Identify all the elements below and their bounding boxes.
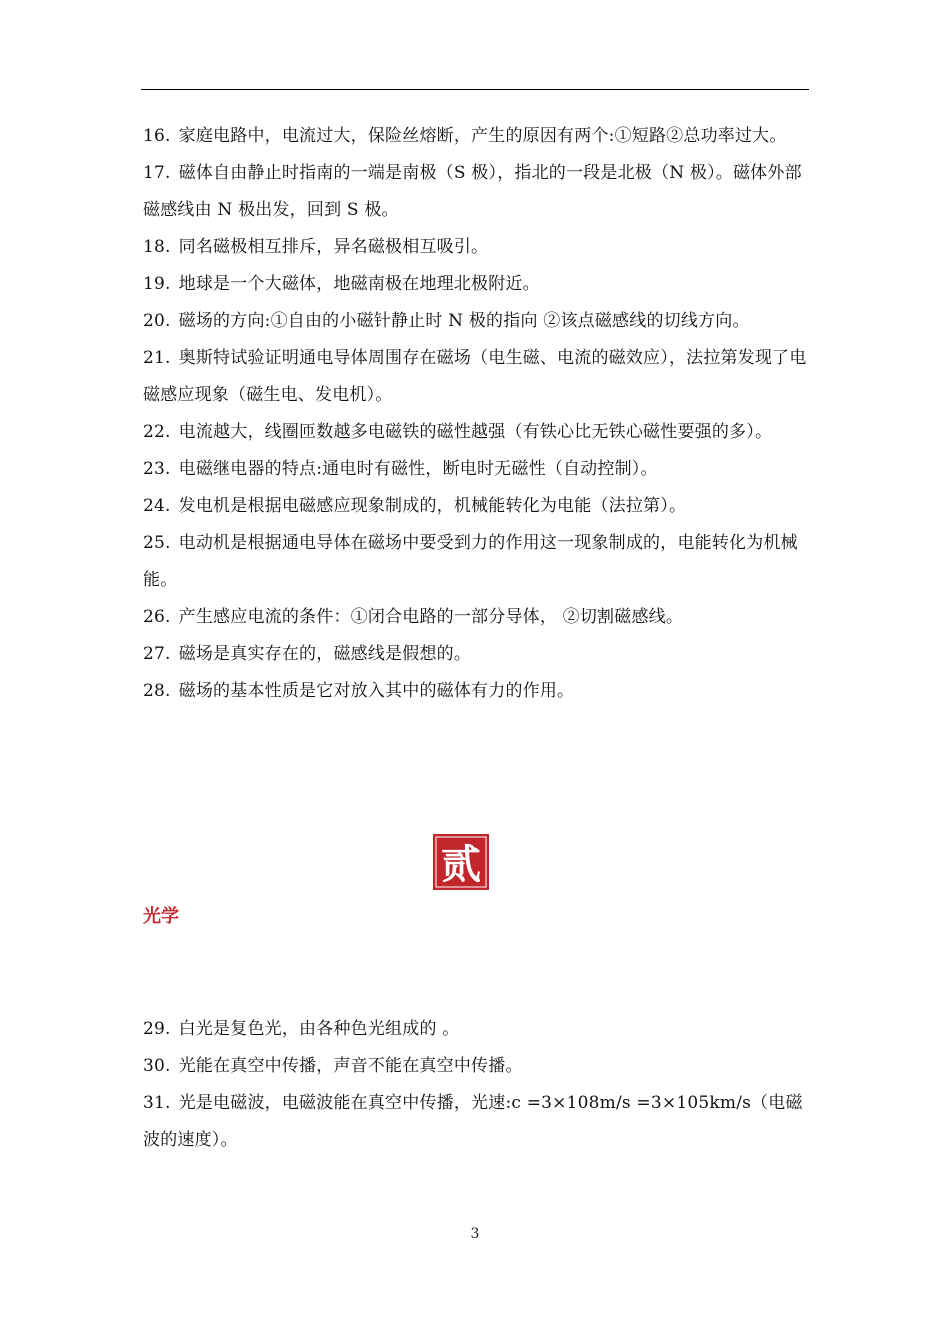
list-item: 24. 发电机是根据电磁感应现象制成的，机械能转化为电能（法拉第）。: [143, 496, 687, 516]
list-item: 16. 家庭电路中，电流过大，保险丝熔断，产生的原因有两个:①短路②总功率过大。: [143, 126, 787, 146]
list-item: 17. 磁体自由静止时指南的一端是南极（S 极），指北的一段是北极（N 极）。磁体外部磁感线由 N 极出发，回到 S 极。: [143, 163, 802, 220]
list-item: 18. 同名磁极相互排斥，异名磁极相互吸引。: [143, 237, 489, 257]
section-title: 光学: [143, 906, 179, 927]
items-top-list: [143, 118, 813, 710]
list-item: 31. 光是电磁波，电磁波能在真空中传播，光速:c =3×108m/s =3×105km/s（电磁波的速度）。: [143, 1093, 803, 1150]
page-number: 3: [470, 1226, 480, 1242]
list-item: 26. 产生感应电流的条件：①闭合电路的一部分导体， ②切割磁感线。: [143, 607, 684, 627]
list-item: 19. 地球是一个大磁体，地磁南极在地理北极附近。: [143, 274, 540, 294]
list-item: 30. 光能在真空中传播，声音不能在真空中传播。: [143, 1056, 523, 1076]
list-item: 25. 电动机是根据通电导体在磁场中要受到力的作用这一现象制成的，电能转化为机械能。: [143, 533, 798, 590]
header-rule: [141, 89, 809, 90]
list-item: 21. 奥斯特试验证明通电导体周围存在磁场（电生磁、电流的磁效应），法拉第发现了电磁感应现象（磁生电、发电机）。: [143, 348, 807, 405]
list-item: 27. 磁场是真实存在的，磁感线是假想的。: [143, 644, 472, 664]
seal-number-icon: [433, 834, 489, 890]
list-item: 22. 电流越大，线圈匝数越多电磁铁的磁性越强（有铁心比无铁心磁性要强的多）。: [143, 422, 773, 442]
seal-char: 贰: [441, 842, 481, 888]
list-item: 20. 磁场的方向:①自由的小磁针静止时 N 极的指向 ②该点磁感线的切线方向。: [143, 311, 750, 331]
list-item: 28. 磁场的基本性质是它对放入其中的磁体有力的作用。: [143, 681, 575, 701]
list-item: 29. 白光是复色光，由各种色光组成的 。: [143, 1019, 460, 1039]
list-item: 23. 电磁继电器的特点:通电时有磁性，断电时无磁性（自动控制）。: [143, 459, 658, 479]
items-bottom-list: [143, 1011, 813, 1159]
